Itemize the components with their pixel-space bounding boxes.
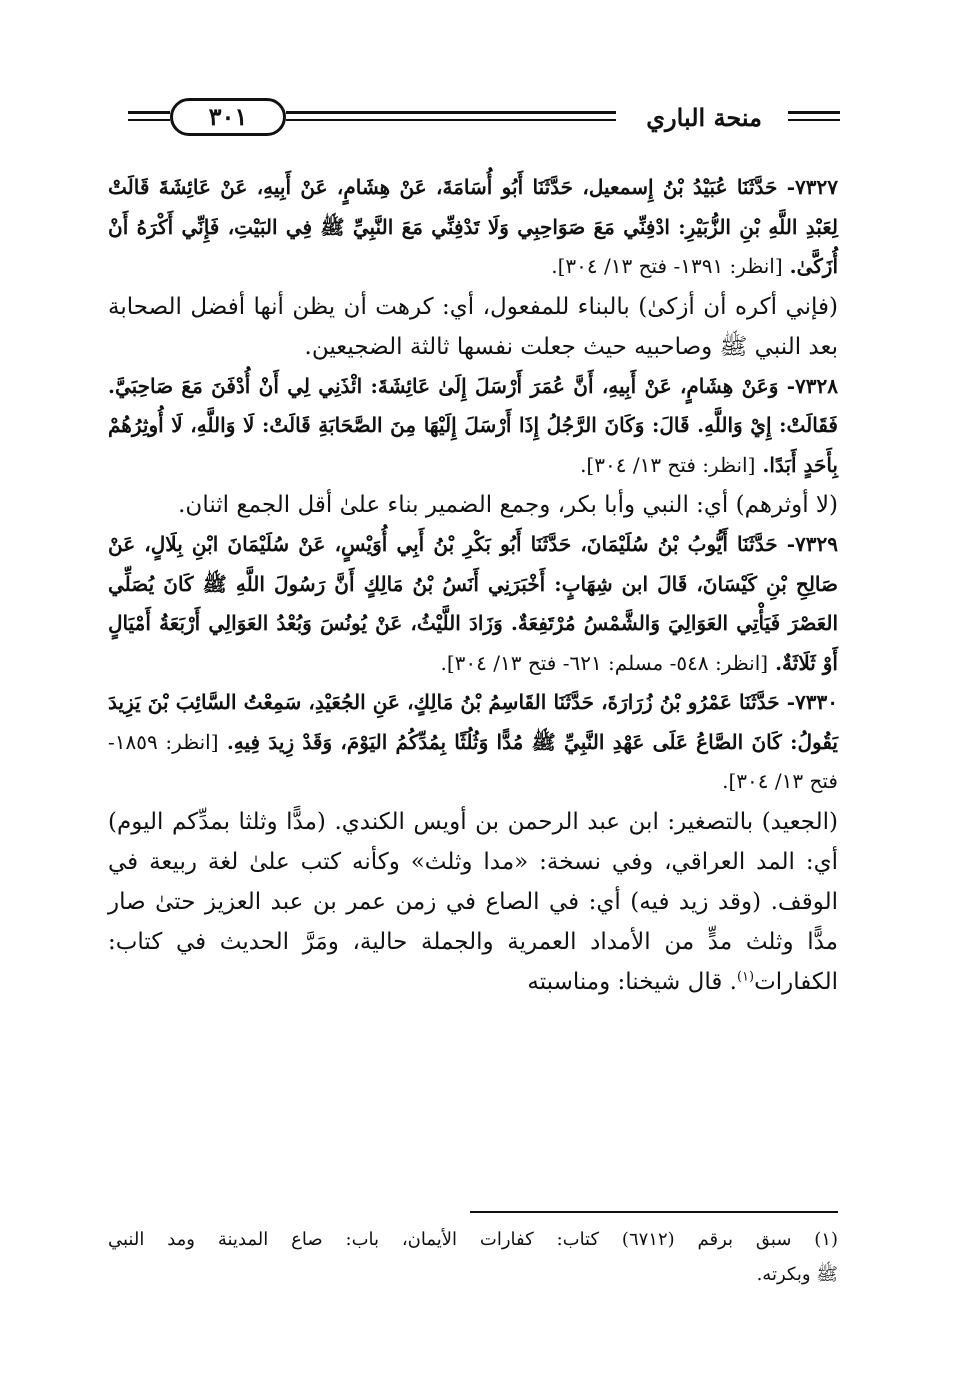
footnote xyxy=(108,1222,838,1292)
hadith-text: ٧٣٣٠- حَدَّثَنَا عَمْرُو بْنُ زُرَارَةَ، حَدَّثَنَا القَاسِمُ بْنُ مَالِكٍ، عَنِ الجُعَيْدِ، سَمِعْتُ السَّائِبَ بْنَ يَزِيدَ يَقُولُ: كَانَ الصَّاعُ عَلَى عَهْدِ النَّبِيِّ ﷺ مُدًّا وَثُلُثًا بِمُدِّكُمُ اليَوْمَ، وَقَدْ زِيدَ فِيهِ. xyxy=(108,690,839,754)
footnote-separator xyxy=(470,1211,838,1213)
hadith-reference: [انظر: ٥٤٨- مسلم: ٦٢١- فتح ١٣/ ٣٠٤]. xyxy=(440,650,769,675)
commentary-text: (الجعيد) بالتصغير: ابن عبد الرحمن بن أويس الكندي. (مدًّا وثلثا بمدِّكم اليوم) أي: المد العراقي، وفي نسخة: «مدا وثلث» وكأنه كتب علىٰ لغة ربيعة في الوقف. (وقد زيد فيه) أي: في الصاع في زمن عمر بن عبد العزيز حتىٰ صار مدًّا وثلث مدٍّ من الأمداد العمرية والجملة حالية، ومَرَّ الحديث في كتاب: الكفارات xyxy=(108,808,838,995)
running-header xyxy=(128,96,840,142)
hadith-7330 xyxy=(108,683,838,802)
running-title: منحة الباري xyxy=(646,103,762,132)
header-rule-right-top xyxy=(788,111,840,114)
commentary-7327: (فإني أكره أن أزكىٰ) بالبناء للمفعول، أي: كرهت أن يظن أنها أفضل الصحابة بعد النبي ﷺ وصاحبيه حيث جعلت نفسها ثالثة الضجيعين. xyxy=(108,293,838,360)
footnote-marker: (١) xyxy=(736,968,755,984)
hadith-text: ٧٣٢٩- حَدَّثَنَا أَيُّوبُ بْنُ سُلَيْمَانَ، حَدَّثَنَا أَبُو بَكْرِ بْنُ أَبِي أُوَيْسٍ، عَنْ سُلَيْمَانَ ابْنِ بِلَالٍ، عَنْ صَالِحِ بْنِ كَيْسَانَ، قَالَ ابن شِهَابٍ: أَخْبَرَنِي أَنَسُ بْنُ مَالِكٍ أَنَّ رَسُولَ اللَّهِ ﷺ كَانَ يُصَلِّي العَصْرَ فَيَأْتِي العَوَالِيَ وَالشَّمْسُ مُرْتَفِعَةٌ. وَزَادَ اللَّيْثُ، عَنْ يُونُسَ وَبُعْدُ العَوَالِي أَرْبَعَةُ أَمْيَالٍ أَوْ ثَلَاثَةٌ. xyxy=(108,532,838,675)
hadith-7327 xyxy=(108,168,838,287)
hadith-text: ٧٣٢٧- حَدَّثَنَا عُبَيْدُ بْنُ إِسمعيل، حَدَّثَنَا أَبُو أُسَامَةَ، عَنْ هِشَامٍ، عَنْ أَبِيهِ، عَنْ عَائِشَةَ قَالَتْ لِعَبْدِ اللَّهِ بْنِ الزُّبَيْرِ: ادْفِنِّي مَعَ صَوَاحِبِي وَلَا تَدْفِنِّي مَعَ النَّبِيِّ ﷺ فِي البَيْتِ، فَإِنِّي أَكْرَهُ أَنْ أُزَكَّىٰ. xyxy=(108,175,838,278)
commentary-text-tail: . قال شيخنا: ومناسبته xyxy=(527,968,737,995)
footnote-line-1: (١) سبق برقم (٦٧١٢) كتاب: كفارات الأيمان، باب: صاع المدينة ومد النبي xyxy=(108,1229,838,1250)
hadith-7328 xyxy=(108,367,838,486)
hadith-reference: [انظر: ١٨٥٩- فتح ١٣/ ٣٠٤]. xyxy=(108,729,838,793)
hadith-text: ٧٣٢٨- وَعَنْ هِشَامٍ، عَنْ أَبِيهِ، أَنَّ عُمَرَ أَرْسَلَ إِلَىٰ عَائِشَةَ: ائْذَنِي لِي أَنْ أُدْفَنَ مَعَ صَاحِبَيَّ. فَقَالَتْ: إِيْ وَاللَّهِ. قَالَ: وَكَانَ الرَّجُلُ إِذَا أَرْسَلَ إِلَيْهَا مِنَ الصَّحَابَةِ قَالَتْ: لَا وَاللَّهِ، لَا أُوثِرُهُمْ بِأَحَدٍ أَبَدًا. xyxy=(108,373,838,477)
header-rule-left-bottom xyxy=(128,119,170,121)
hadith-reference: [انظر: فتح ١٣/ ٣٠٤]. xyxy=(580,452,756,477)
header-rule-right-bottom xyxy=(788,119,840,121)
footnote-line-2: ﷺ وبكرته. xyxy=(756,1264,838,1285)
commentary-7330 xyxy=(108,802,838,1002)
main-text xyxy=(108,168,838,1002)
hadith-reference: [انظر: ١٣٩١- فتح ١٣/ ٣٠٤]. xyxy=(551,254,783,278)
page-number: ٣٠١ xyxy=(170,98,286,136)
commentary-7328: (لا أوثرهم) أي: النبي وأبا بكر، وجمع الضمير بناء علىٰ أقل الجمع اثنان. xyxy=(178,492,838,518)
header-rule-middle-bottom xyxy=(286,119,616,121)
header-rule-middle-top xyxy=(286,111,616,114)
hadith-7329 xyxy=(108,525,838,683)
header-rule-left-top xyxy=(128,111,170,114)
